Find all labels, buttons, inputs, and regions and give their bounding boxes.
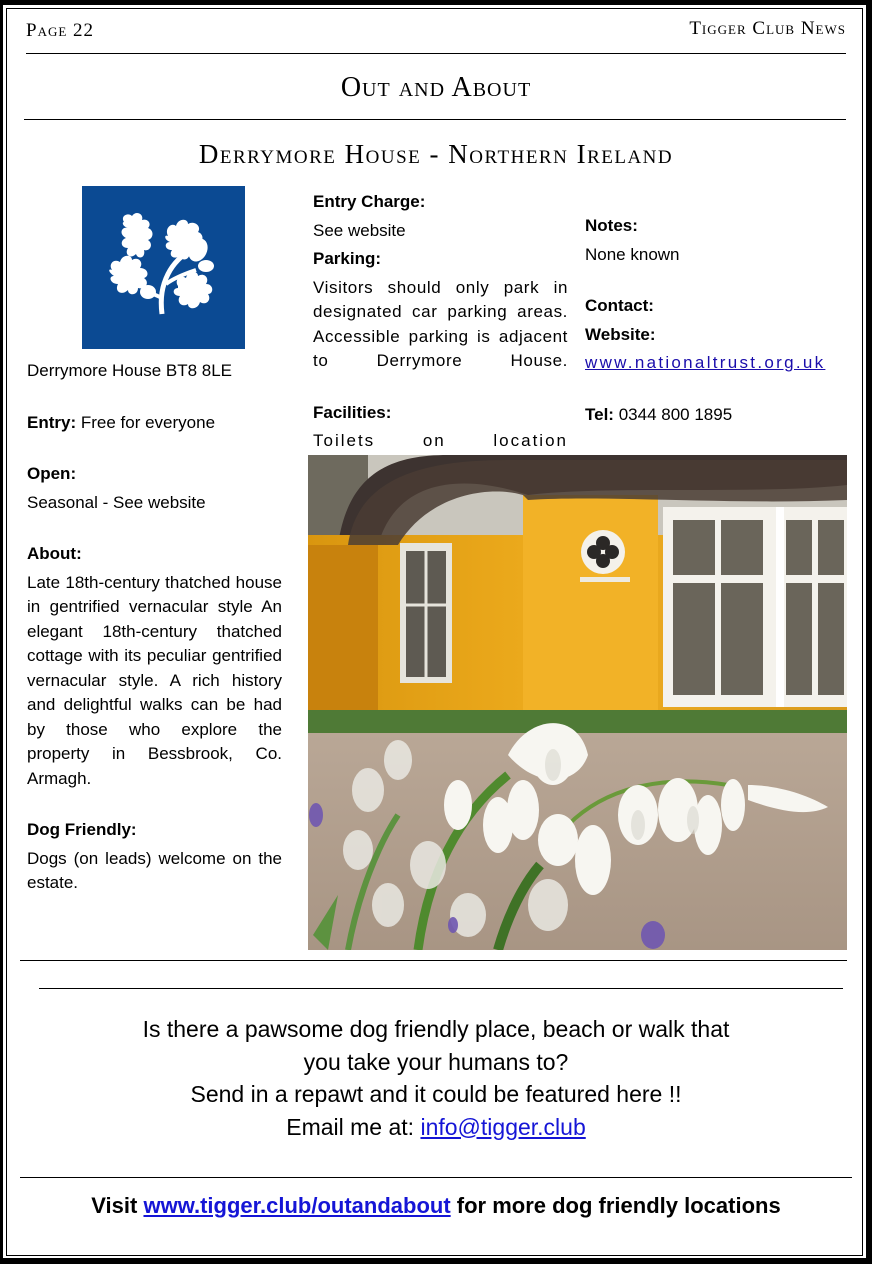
about-text: Late 18th-century thatched house in gentrified vernacular style An elegant 18th-century thatched cottage with its peculiar gentrified vernacular style. A rich history and delightful walks can be had by those who explore the property in Bessbrook, Co. Armagh. xyxy=(27,572,282,788)
email-prefix: Email me at: xyxy=(286,1113,421,1140)
email-link[interactable]: info@tigger.club xyxy=(420,1113,586,1140)
entry-value: Free for everyone xyxy=(80,412,216,432)
open-label: Open: xyxy=(27,464,77,483)
promo-divider xyxy=(39,988,843,989)
tel-row xyxy=(585,403,847,428)
visit-line xyxy=(0,1193,872,1219)
open-value: Seasonal - See website xyxy=(27,492,206,512)
promo-email-row xyxy=(0,1111,872,1144)
about-label: About: xyxy=(27,544,82,563)
entry-charge-value: See website xyxy=(313,220,406,240)
address: Derrymore House BT8 8LE xyxy=(27,361,233,380)
photo-divider xyxy=(20,960,847,961)
dog-friendly-label: Dog Friendly: xyxy=(27,820,137,839)
photo-illustration xyxy=(308,455,847,950)
contact-label: Contact: xyxy=(585,296,654,315)
visit-suffix: for more dog friendly locations xyxy=(450,1193,781,1218)
footer-divider xyxy=(20,1177,852,1178)
right-column xyxy=(585,214,847,427)
derrymore-house-photo xyxy=(308,455,847,950)
outandabout-link[interactable]: www.tigger.club/outandabout xyxy=(143,1193,451,1218)
facilities-text: Toilets on location xyxy=(313,431,568,450)
entry-label: Entry: xyxy=(27,412,77,432)
website-label: Website: xyxy=(585,324,656,344)
national-trust-logo xyxy=(82,186,245,349)
place-title: Derrymore House - Northern Ireland xyxy=(198,139,674,169)
middle-column xyxy=(313,190,568,454)
left-column xyxy=(27,359,282,896)
notes-value: None known xyxy=(585,244,680,264)
promo-line-2: you take your humans to? xyxy=(303,1048,569,1075)
website-link[interactable]: www.nationaltrust.org.uk xyxy=(585,353,826,372)
section-title: Out and About xyxy=(340,72,532,103)
entry-charge-label: Entry Charge: xyxy=(313,192,426,211)
tel-value: 0344 800 1895 xyxy=(618,404,733,424)
publication-title: Tigger Club News xyxy=(689,18,846,39)
dog-friendly-text: Dogs (on leads) welcome on the estate. xyxy=(27,848,282,892)
notes-label: Notes: xyxy=(585,216,638,235)
promo-line-3: Send in a repawt and it could be featured here !! xyxy=(190,1081,682,1107)
section-divider xyxy=(24,119,846,120)
promo-line-1: Is there a pawsome dog friendly place, beach or walk that xyxy=(142,1016,730,1042)
oak-leaf-icon xyxy=(82,186,245,349)
entry-row xyxy=(27,411,282,436)
parking-text: Visitors should only park in designated car parking areas. Accessible parking is adjacent to Derrymore House. xyxy=(313,277,568,370)
facilities-label: Facilities: xyxy=(313,402,392,422)
visit-prefix: Visit xyxy=(91,1193,144,1218)
tel-label: Tel: xyxy=(585,404,614,424)
promo-block xyxy=(0,1013,872,1143)
header-divider xyxy=(26,53,846,54)
page-number: Page 22 xyxy=(26,20,95,41)
parking-label: Parking: xyxy=(313,249,382,268)
